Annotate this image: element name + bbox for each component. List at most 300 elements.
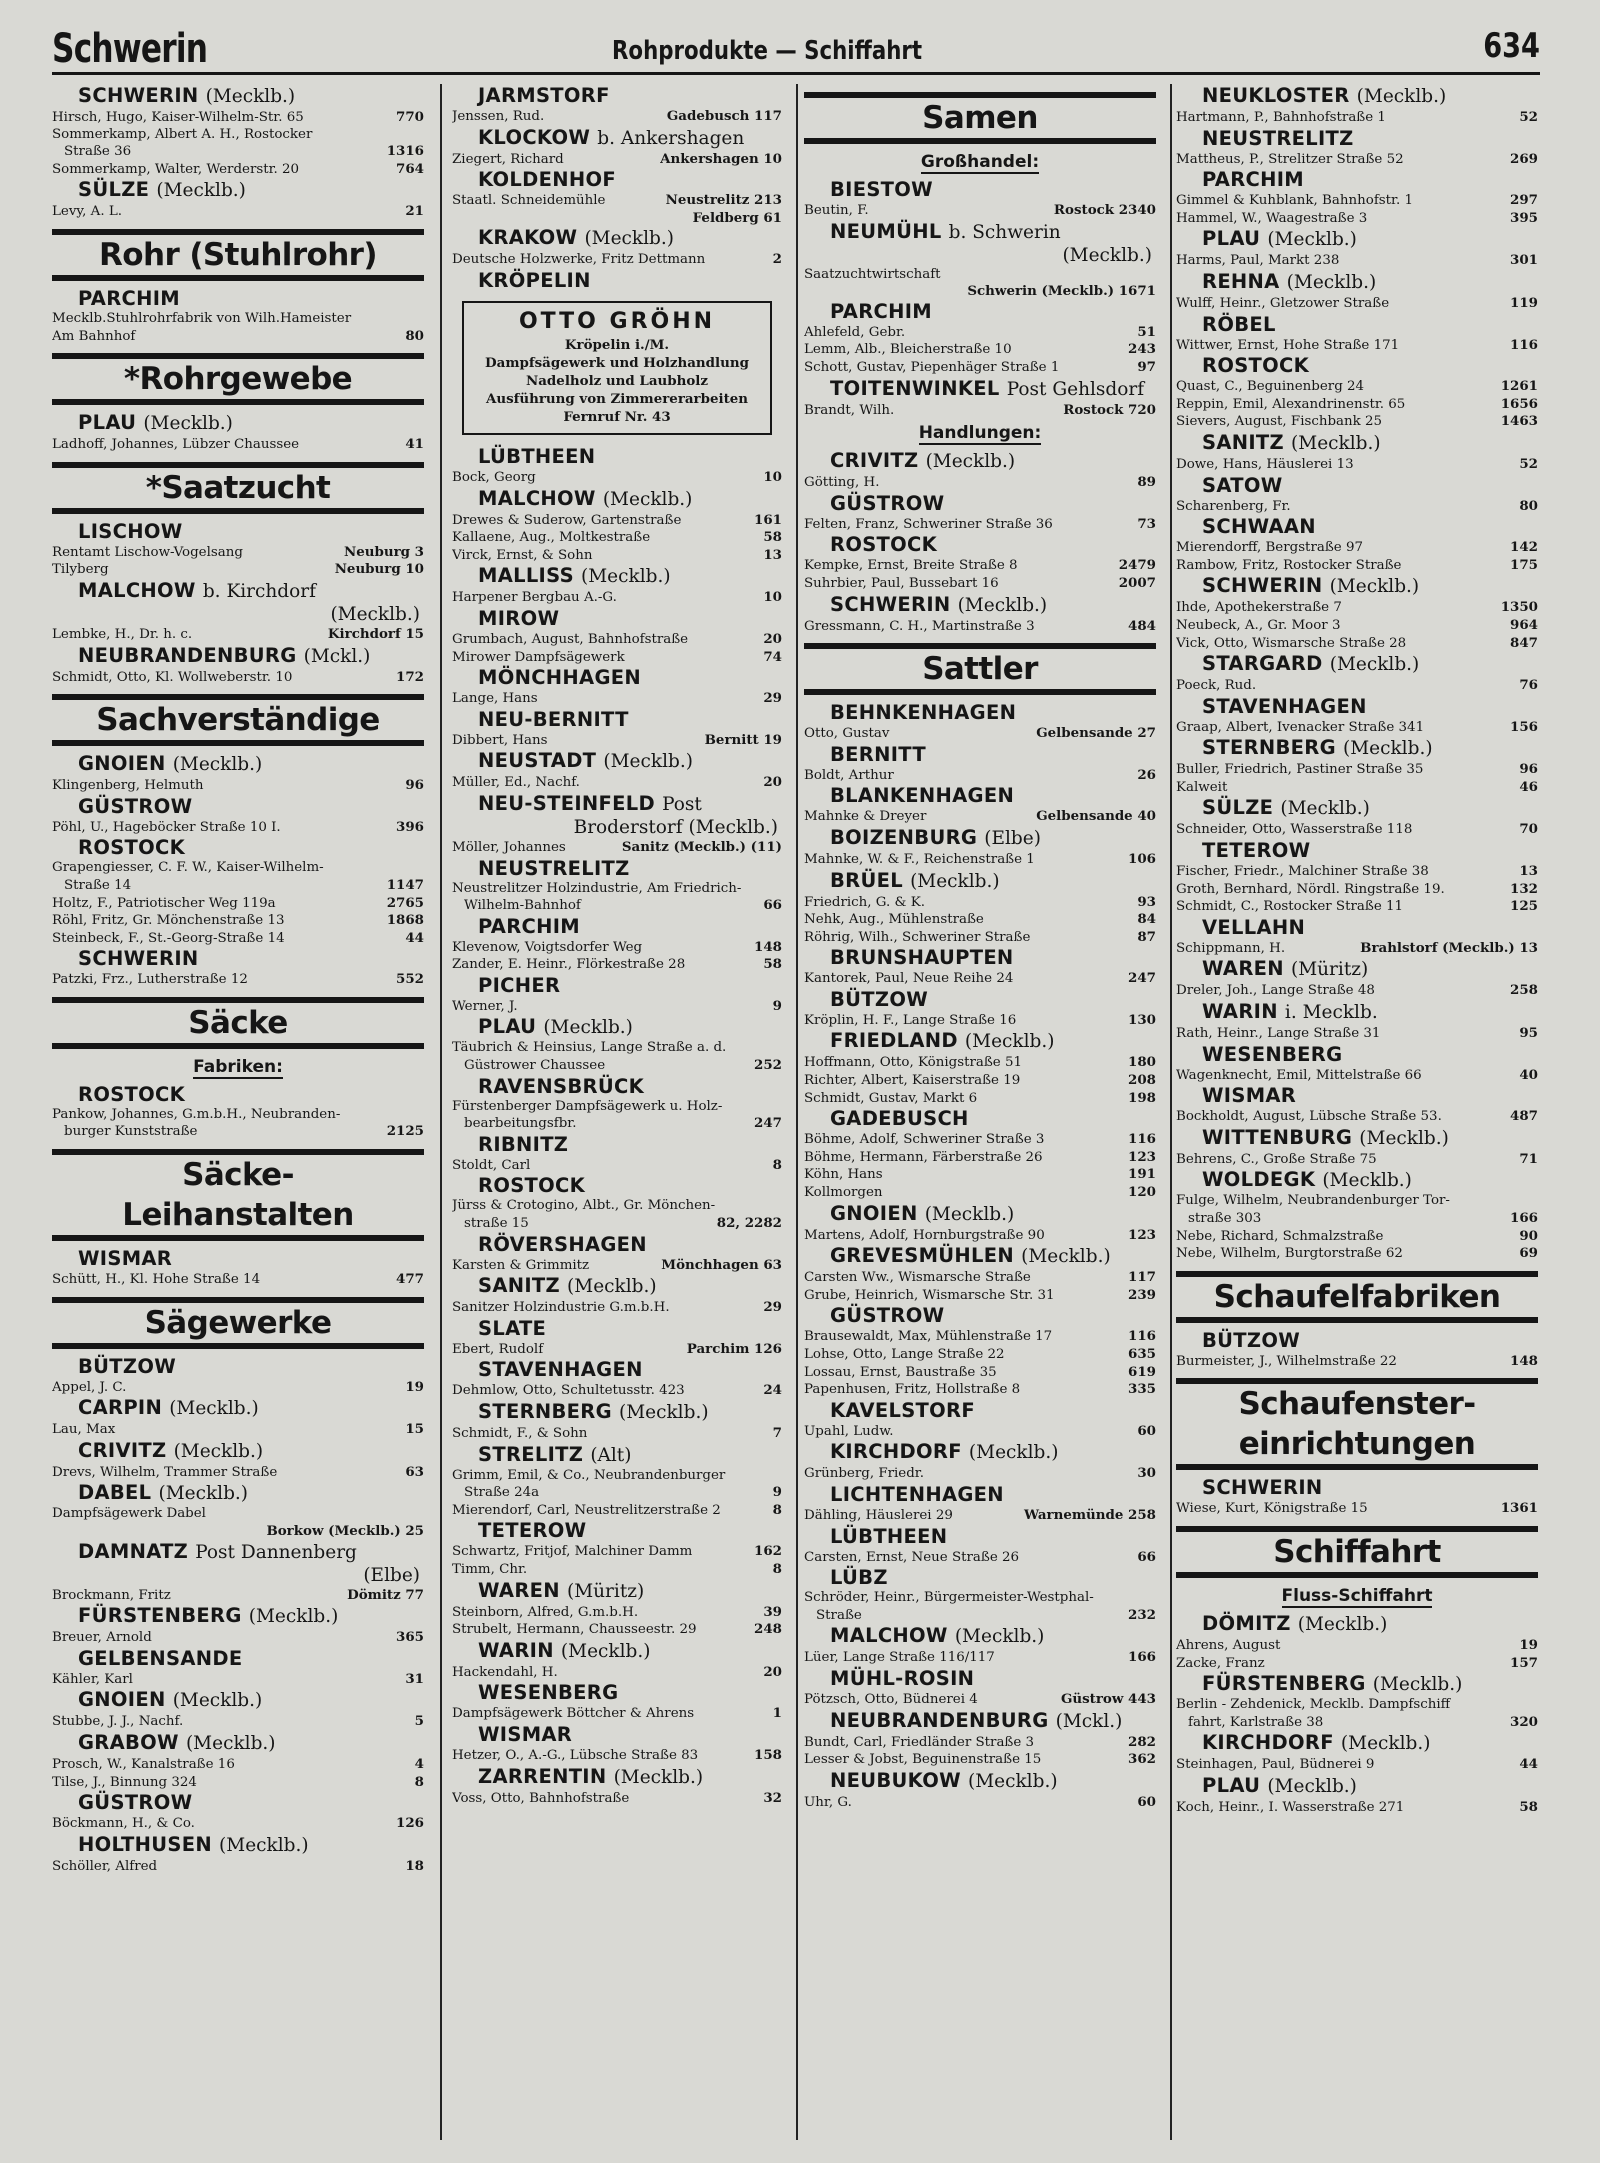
entry-phone: 175 [1510, 556, 1538, 573]
town-qualifier: (Mecklb.) [968, 1770, 1058, 1792]
listing-entry [804, 283, 1156, 300]
entry-name: Schröder, Heinr., Bürgermeister-Westphal- [804, 1590, 1094, 1606]
entry-name: Schmidt, F., & Sohn [452, 1426, 588, 1441]
section-title: Schiffahrt [1273, 1533, 1441, 1570]
listing-entry [1176, 599, 1538, 617]
entry-phone: 125 [1510, 898, 1538, 915]
entry-name: Stubbe, J. J., Nachf. [52, 1714, 184, 1730]
listing-entry [452, 192, 782, 210]
listing-entry [1176, 779, 1538, 797]
town-heading [1176, 474, 1538, 498]
entry-phone: 335 [1128, 1381, 1156, 1398]
entry-phone: 120 [1128, 1184, 1156, 1201]
listing-entry [804, 1287, 1156, 1305]
entry-phone: 247 [1128, 970, 1156, 987]
entry-name: Karsten & Grimmitz [452, 1257, 590, 1273]
entry-name: Schneider, Otto, Wasserstraße 118 [1176, 822, 1413, 838]
listing-entry [804, 324, 1156, 342]
town-name: TETEROW [1202, 839, 1311, 863]
town-name: GÜSTROW [78, 1791, 193, 1815]
entry-name: Hartmann, P., Bahnhofstraße 1 [1176, 110, 1386, 125]
listing-entry [452, 251, 782, 269]
town-heading [452, 1639, 782, 1664]
town-qualifier: Post Gehlsdorf [1006, 378, 1145, 400]
listing-entry [1176, 396, 1538, 414]
entry-phone: 97 [1137, 358, 1156, 375]
advertisement-line: Nadelholz und Laubholz [526, 372, 708, 389]
town-name: MALLISS [478, 564, 574, 588]
page-number: 634 [1483, 26, 1540, 66]
town-heading [52, 752, 424, 777]
entry-phone: 1147 [386, 876, 424, 893]
section-heading [52, 462, 424, 514]
entry-name: Wiese, Kurt, Königstraße 15 [1176, 1501, 1368, 1517]
listing-entry [52, 1815, 424, 1833]
entry-name: Drewes & Suderow, Gartenstraße [452, 512, 682, 528]
town-name: FÜRSTENBERG [78, 1604, 242, 1628]
town-name: TETEROW [478, 1519, 587, 1543]
entry-phone: 252 [754, 1057, 782, 1074]
entry-name: fahrt, Karlstraße 38 [1188, 1714, 1324, 1730]
section-title: Sägewerke [144, 1304, 332, 1341]
entry-phone: 635 [1128, 1346, 1156, 1362]
listing-entry [804, 1691, 1156, 1709]
entry-phone: 2765 [386, 894, 424, 911]
town-heading [804, 1244, 1156, 1269]
listing-entry [52, 328, 424, 346]
town-heading [1176, 839, 1538, 863]
section-rule-thick [804, 689, 1156, 695]
town-name: RIBNITZ [478, 1132, 569, 1156]
entry-phone: Parchim 126 [686, 1340, 782, 1357]
entry-name: Ihde, Apothekerstraße 7 [1176, 600, 1342, 616]
entry-phone: 66 [1137, 1548, 1156, 1565]
listing-entry [452, 939, 782, 957]
entry-phone: 484 [1128, 617, 1156, 634]
town-name: MALCHOW [830, 1624, 948, 1648]
listing-entry [1176, 539, 1538, 557]
town-name: PICHER [478, 973, 561, 997]
town-name: MALCHOW [478, 486, 596, 510]
town-heading [804, 1029, 1156, 1054]
entry-phone: 52 [1519, 455, 1538, 472]
listing-entry [1176, 677, 1538, 695]
entry-name: Voss, Otto, Bahnhofstraße [452, 1790, 630, 1806]
entry-phone: 69 [1519, 1245, 1538, 1262]
town-heading [452, 226, 782, 251]
entry-name: Brandt, Wilh. [804, 402, 895, 418]
listing-entry [52, 860, 424, 877]
listing-entry [1176, 151, 1538, 169]
town-name: NEUBRANDENBURG [78, 643, 297, 667]
entry-name: Schmidt, Gustav, Markt 6 [804, 1090, 978, 1106]
entry-name: Tilse, J., Binnung 324 [52, 1774, 197, 1790]
town-name: KRÖPELIN [478, 268, 591, 292]
listing-entry [804, 557, 1156, 575]
entry-phone: Gelbensande 27 [1036, 725, 1156, 742]
entry-phone: 15 [405, 1421, 424, 1438]
town-name: KIRCHDORF [1202, 1731, 1334, 1755]
entry-name: Straße 24a [464, 1485, 540, 1501]
listing-entry [52, 877, 424, 895]
entry-name: Martens, Adolf, Hornburgstraße 90 [804, 1227, 1045, 1243]
town-name: GNOIEN [78, 752, 166, 776]
town-name: GÜSTROW [830, 1304, 945, 1328]
town-name: MÜHL-ROSIN [830, 1666, 975, 1690]
header-city: Schwerin [52, 26, 208, 72]
town-qualifier: (Mecklb.) [1372, 1674, 1463, 1696]
entry-name: Güstrower Chaussee [464, 1058, 606, 1074]
town-heading [452, 1075, 782, 1099]
town-qualifier-continued: (Mecklb.) [1062, 244, 1152, 266]
entry-name: Kalweit [1176, 779, 1228, 795]
subsection-title: Fabriken: [193, 1056, 283, 1077]
town-heading [452, 445, 782, 469]
town-heading [452, 1400, 782, 1425]
entry-phone: 58 [763, 956, 782, 973]
entry-phone: Schwerin (Mecklb.) 1671 [967, 283, 1156, 300]
entry-name: Lesser & Jobst, Beguinenstraße 15 [804, 1752, 1042, 1768]
entry-name: Wittwer, Ernst, Hohe Straße 171 [1176, 337, 1400, 353]
town-name: STAVENHAGEN [1202, 694, 1367, 718]
entry-name: Felten, Franz, Schweriner Straße 36 [804, 516, 1053, 532]
town-heading [804, 533, 1156, 557]
town-name: BLANKENHAGEN [830, 784, 1015, 808]
town-name: WESENBERG [1202, 1042, 1343, 1066]
listing-entry [452, 529, 782, 547]
entry-name: Steinbeck, F., St.-Georg-Straße 14 [52, 930, 285, 946]
entry-name: Mirower Dampfsägewerk [452, 649, 625, 665]
town-name: NEU-STEINFELD [478, 791, 655, 815]
entry-name: Schwartz, Fritjof, Malchiner Damm [452, 1544, 693, 1560]
town-name: CRIVITZ [830, 449, 919, 473]
entry-name: Tilyberg [52, 562, 109, 578]
listing-entry [1176, 881, 1538, 899]
entry-phone: 157 [1510, 1654, 1538, 1671]
town-heading [1176, 957, 1538, 982]
town-heading [804, 701, 1156, 725]
entry-name: Möller, Johannes [452, 839, 566, 855]
entry-name: Dreler, Joh., Lange Straße 48 [1176, 983, 1375, 999]
listing-entry [1176, 982, 1538, 1000]
town-heading [52, 1688, 424, 1713]
town-qualifier: (Mecklb.) [1291, 432, 1381, 454]
town-name: SANITZ [478, 1274, 560, 1298]
entry-phone: Neuburg 10 [334, 561, 424, 578]
listing-entry [1176, 1210, 1538, 1228]
listing-entry [804, 618, 1156, 636]
town-name: TOITENWINKEL [830, 376, 1000, 400]
listing-entry [52, 436, 424, 454]
entry-phone: 82, 2282 [716, 1215, 782, 1232]
town-heading [1176, 916, 1538, 940]
listing-entry [1176, 337, 1538, 355]
entry-phone: 248 [754, 1621, 782, 1638]
town-name: PARCHIM [1202, 168, 1304, 192]
entry-phone: Brahlstorf (Mecklb.) 13 [1360, 939, 1538, 956]
advertisement-box [462, 301, 772, 435]
column-divider [796, 84, 798, 2140]
town-heading [452, 1723, 782, 1747]
town-qualifier: (Mecklb.) [613, 1766, 704, 1788]
section-title: einrichtungen [1238, 1426, 1476, 1463]
listing-entry [804, 1794, 1156, 1812]
town-qualifier: (Mecklb.) [957, 594, 1048, 616]
entry-name: Steinborn, Alfred, G.m.b.H. [452, 1604, 639, 1620]
town-heading [1176, 354, 1538, 378]
listing-entry [804, 1012, 1156, 1030]
listing-entry [1176, 1637, 1538, 1655]
entry-phone: 396 [396, 818, 424, 835]
entry-name: Levy, A. L. [52, 204, 123, 220]
town-heading [804, 1525, 1156, 1549]
entry-name: Kempke, Ernst, Breite Straße 8 [804, 558, 1018, 574]
entry-name: Poeck, Rud. [1176, 678, 1257, 694]
town-heading [52, 1396, 424, 1421]
town-name: GELBENSANDE [78, 1646, 243, 1670]
entry-name: Steinhagen, Paul, Büdnerei 9 [1176, 1757, 1375, 1773]
town-heading [52, 947, 424, 971]
entry-name: Köhn, Hans [804, 1167, 883, 1183]
town-qualifier: (Mecklb.) [924, 1203, 1015, 1225]
entry-phone: Mönchhagen 63 [661, 1256, 782, 1273]
town-name: WITTENBURG [1202, 1125, 1353, 1149]
town-qualifier: (Mecklb.) [581, 566, 671, 588]
town-qualifier: (Mecklb.) [910, 870, 1000, 892]
town-name: WISMAR [78, 1247, 173, 1271]
advertiser-name: OTTO GRÖHN [518, 308, 716, 334]
town-name: SATOW [1202, 473, 1283, 497]
town-heading [452, 1015, 782, 1040]
town-name: REHNA [1202, 269, 1280, 293]
header-title: Rohprodukte — Schiffahrt [612, 36, 923, 66]
entry-phone: 63 [405, 1463, 424, 1480]
entry-name: Buller, Friedrich, Pastiner Straße 35 [1176, 762, 1424, 778]
entry-phone: 477 [396, 1271, 424, 1288]
town-name: GADEBUSCH [830, 1107, 969, 1131]
listing-entry [452, 1040, 782, 1057]
town-name: ROSTOCK [1202, 354, 1310, 378]
entry-phone: 13 [1519, 863, 1538, 880]
entry-name: Grube, Heinrich, Wismarsche Str. 31 [804, 1287, 1055, 1303]
town-name: DAMNATZ [78, 1539, 189, 1563]
entry-name: Böhme, Hermann, Färberstraße 26 [804, 1149, 1043, 1165]
subsection-title: Fluss-Schiffahrt [1281, 1585, 1433, 1606]
listing-entry [452, 1621, 782, 1639]
town-qualifier: b. Schwerin [948, 221, 1061, 243]
town-heading [452, 564, 782, 589]
town-name: GRABOW [78, 1731, 179, 1754]
entry-name: Rambow, Fritz, Rostocker Straße [1176, 557, 1402, 573]
town-heading [1176, 1476, 1538, 1500]
town-heading [452, 1358, 782, 1382]
town-name: BRUNSHAUPTEN [830, 946, 1014, 970]
entry-phone: 487 [1510, 1108, 1538, 1125]
town-name: LÜBTHEEN [830, 1524, 948, 1548]
entry-name: Fürstenberger Dampfsägewerk u. Holz- [452, 1098, 723, 1114]
entry-phone: 74 [763, 648, 782, 665]
entry-phone: 46 [1519, 778, 1538, 795]
entry-phone: 7 [772, 1425, 782, 1441]
entry-name: Quast, C., Beguinenberg 24 [1176, 379, 1365, 395]
entry-name: Müller, Ed., Nachf. [452, 775, 580, 791]
entry-phone: 44 [1519, 1756, 1538, 1773]
listing-entry [804, 341, 1156, 359]
listing-entry [52, 626, 424, 644]
entry-name: Wulff, Heinr., Gletzower Straße [1176, 295, 1390, 311]
entry-phone: 10 [763, 468, 782, 485]
entry-name: Nebe, Wilhelm, Burgtorstraße 62 [1176, 1246, 1403, 1262]
town-qualifier: (Mecklb.) [1267, 229, 1357, 251]
entry-phone: 9 [772, 997, 782, 1014]
entry-name: Drevs, Wilhelm, Trammer Straße [52, 1464, 278, 1480]
town-name: WISMAR [478, 1722, 573, 1746]
town-name: RÖVERSHAGEN [478, 1232, 647, 1256]
section-heading [52, 1149, 424, 1241]
listing-entry [1176, 295, 1538, 313]
entry-name: Gimmel & Kuhblank, Bahnhofstr. 1 [1176, 193, 1413, 209]
town-heading [452, 1579, 782, 1604]
listing-entry [804, 1166, 1156, 1184]
town-name: SCHWAAN [1202, 515, 1316, 539]
town-heading [1176, 227, 1538, 252]
listing-entry [452, 1215, 782, 1233]
listing-entry [804, 970, 1156, 988]
entry-name: Boldt, Arthur [804, 767, 894, 783]
entry-name: Schott, Gustav, Piepenhäger Straße 1 [804, 359, 1060, 375]
listing-entry [1176, 1799, 1538, 1817]
town-heading [52, 1355, 424, 1379]
entry-phone: 119 [1510, 294, 1538, 311]
section-rule-thick [1176, 1317, 1538, 1323]
town-qualifier: (Mecklb.) [968, 1442, 1059, 1464]
town-name: STAVENHAGEN [478, 1358, 643, 1382]
listing-entry [1176, 378, 1538, 396]
entry-name: Deutsche Holzwerke, Fritz Dettmann [452, 252, 706, 268]
town-name: SCHWERIN [78, 84, 199, 107]
entry-name: Virck, Ernst, & Sohn [452, 547, 593, 563]
entry-name: Dibbert, Hans [452, 732, 548, 748]
town-name: STERNBERG [478, 1400, 612, 1423]
entry-phone: 32 [763, 1789, 782, 1806]
section-rule-thick [52, 1043, 424, 1049]
entry-phone: 70 [1519, 821, 1538, 838]
listing-entry [1176, 1108, 1538, 1126]
listing-entry [52, 1858, 424, 1876]
town-heading [804, 1440, 1156, 1465]
town-heading [52, 1083, 424, 1107]
entry-name: Ahlefeld, Gebr. [804, 324, 906, 340]
listing-entry [804, 1149, 1156, 1167]
town-heading [452, 487, 782, 512]
advertisement-line: Kröpelin i./M. [564, 336, 670, 353]
town-heading [804, 1304, 1156, 1328]
entry-name: Upahl, Ludw. [804, 1423, 894, 1439]
town-name: WOLDEGK [1202, 1168, 1316, 1192]
subsection-heading [804, 421, 1156, 445]
town-qualifier: (Mecklb.) [560, 1640, 651, 1662]
listing-entry [452, 1157, 782, 1175]
town-heading [452, 666, 782, 690]
listing-entry [1176, 1714, 1538, 1732]
entry-phone: 30 [1137, 1465, 1156, 1482]
entry-name: Richter, Albert, Kaiserstraße 19 [804, 1073, 1021, 1089]
town-qualifier: (Mecklb.) [143, 413, 233, 435]
entry-phone: 1316 [386, 143, 424, 160]
town-qualifier: Post Dannenberg [195, 1541, 357, 1563]
section-title: Schaufenster- [1238, 1386, 1476, 1423]
listing-entry [452, 210, 782, 227]
entry-phone: 20 [763, 1663, 782, 1680]
entry-phone: 156 [1510, 718, 1538, 735]
section-rule-thick [52, 1343, 424, 1349]
entry-name: Breuer, Arnold [52, 1630, 152, 1646]
entry-name: Kallaene, Aug., Moltkestraße [452, 530, 651, 546]
entry-phone: 26 [1137, 766, 1156, 783]
listing-entry [804, 1549, 1156, 1567]
town-name: BERNITT [830, 742, 926, 766]
town-qualifier: (Mecklb.) [169, 1398, 259, 1420]
entry-phone: 96 [405, 777, 424, 794]
listing-entry [452, 998, 782, 1016]
entry-name: Appel, J. C. [52, 1379, 127, 1395]
town-name: CARPIN [78, 1396, 163, 1420]
entry-name: Röhl, Fritz, Gr. Mönchenstraße 13 [52, 913, 285, 929]
town-heading [1176, 1043, 1538, 1067]
section-title: Säcke- [182, 1157, 294, 1194]
section-heading [52, 694, 424, 746]
section-title: *Rohrgewebe [123, 361, 353, 398]
entry-name: Zacke, Franz [1176, 1655, 1265, 1671]
entry-name: Sommerkamp, Walter, Werderstr. 20 [52, 161, 300, 177]
listing-entry [452, 1198, 782, 1215]
entry-name: Timm, Chr. [452, 1561, 528, 1577]
town-name: BÜTZOW [78, 1354, 177, 1378]
entry-name: Grünberg, Friedr. [804, 1466, 924, 1482]
listing-entry [52, 1713, 424, 1731]
town-qualifier: (Mecklb.) [954, 1626, 1045, 1648]
listing-entry [1176, 498, 1538, 516]
entry-phone: 269 [1510, 150, 1538, 167]
listing-entry [452, 151, 782, 169]
entry-name: Hirsch, Hugo, Kaiser-Wilhelm-Str. 65 [52, 110, 304, 125]
section-heading [52, 1297, 424, 1349]
town-heading [804, 869, 1156, 894]
town-heading [804, 1624, 1156, 1649]
town-heading [52, 1439, 424, 1464]
entry-name: Hammel, W., Waagestraße 3 [1176, 210, 1368, 226]
entry-phone: 116 [1128, 1328, 1156, 1345]
town-heading [52, 84, 424, 109]
listing-entry [804, 1751, 1156, 1769]
section-title: Säcke [188, 1004, 288, 1041]
listing-entry [1176, 1655, 1538, 1673]
town-heading [1176, 1329, 1538, 1353]
entry-name: Klingenberg, Helmuth [52, 778, 204, 794]
listing-entry [804, 1328, 1156, 1346]
town-heading [804, 449, 1156, 474]
town-heading [52, 1833, 424, 1858]
listing-entry [804, 402, 1156, 420]
entry-phone: 95 [1519, 1025, 1538, 1042]
section-title: Schaufelfabriken [1213, 1278, 1501, 1315]
town-heading [452, 792, 782, 817]
section-heading [1176, 1378, 1538, 1470]
town-name: NEUSTRELITZ [478, 856, 630, 880]
entry-phone: 41 [405, 436, 424, 453]
town-name: NEUSTRELITZ [1202, 126, 1354, 150]
town-name: RÖBEL [1202, 312, 1276, 336]
